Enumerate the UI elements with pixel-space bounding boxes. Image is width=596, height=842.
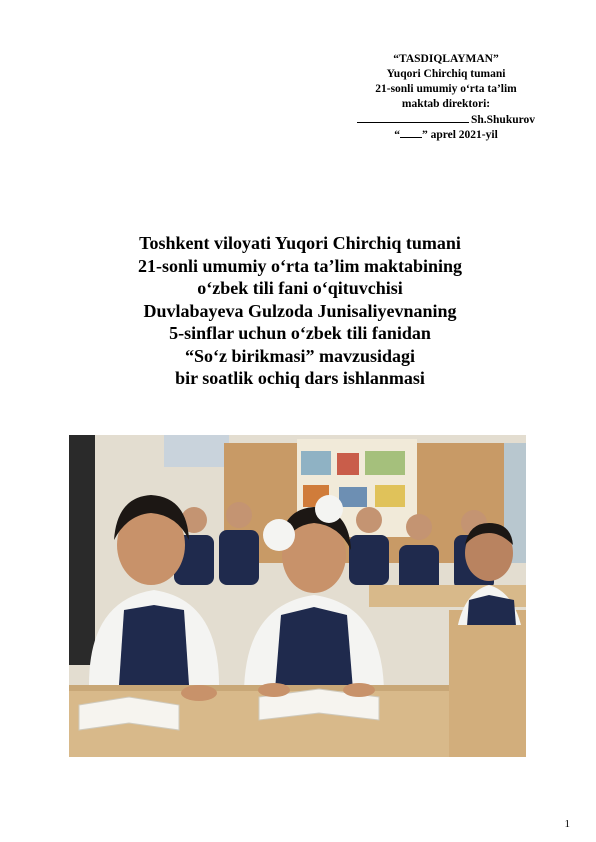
signature-blank: [357, 112, 469, 123]
classroom-photo: [69, 435, 526, 757]
document-title: [88, 232, 512, 390]
title-line: bir soatlik ochiq dars ishlanmasi: [175, 368, 425, 388]
approval-date: [340, 128, 552, 143]
approval-district: Yuqori Chirchiq tumani: [386, 68, 506, 80]
title-line: “So‘z birikmasi” mavzusidagi: [184, 345, 416, 366]
title-line: o‘zbek tili fani o‘qituvchisi: [197, 278, 403, 298]
title-line: Toshkent viloyati Yuqori Chirchiq tumani: [139, 233, 461, 253]
approval-title: “TASDIQLAYMAN”: [393, 53, 499, 65]
date-rest: ” aprel 2021-yil: [421, 129, 498, 141]
date-open-quote: “: [394, 129, 400, 141]
title-line: 5-sinflar uchun o‘zbek tili fanidan: [169, 323, 431, 343]
page-number: 1: [564, 818, 570, 830]
classroom-illustration: [69, 435, 526, 757]
approval-school: 21-sonli umumiy o‘rta ta’lim: [375, 83, 517, 95]
title-line: 21-sonli umumiy o‘rta ta’lim maktabining: [137, 255, 463, 276]
approval-signature-line: [340, 112, 552, 128]
date-day-blank: [400, 128, 422, 138]
approval-position: maktab direktori:: [401, 98, 491, 110]
approval-signatory: Sh.Shukurov: [470, 114, 536, 126]
title-line: Duvlabayeva Gulzoda Junisaliyevnaning: [143, 300, 457, 321]
approval-block: [340, 52, 552, 143]
